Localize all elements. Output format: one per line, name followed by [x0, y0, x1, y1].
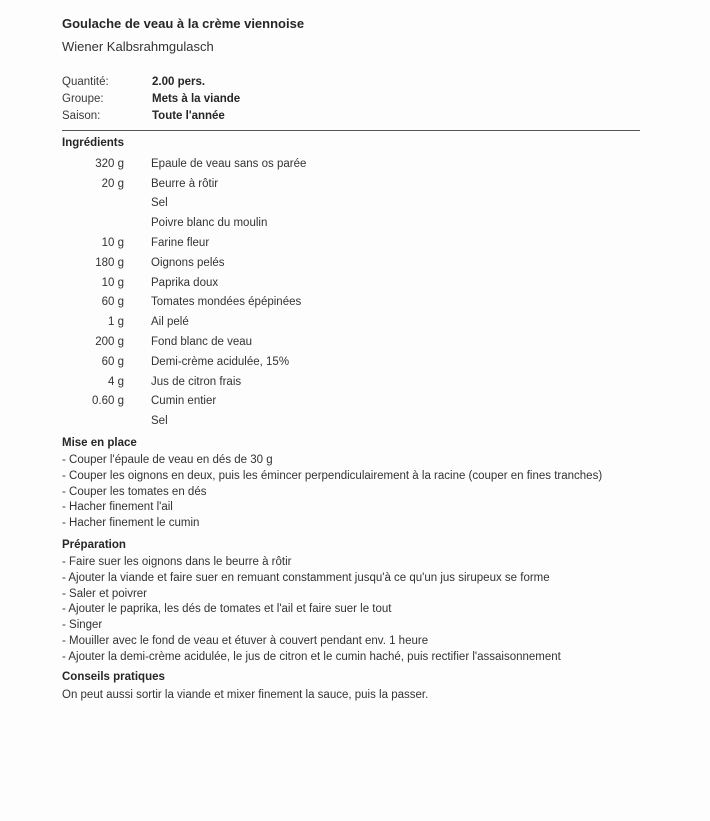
ingredient-row [62, 312, 562, 332]
ingredient-name: Epaule de veau sans os parée [151, 157, 307, 170]
ingredient-qty: 320 g [95, 157, 124, 170]
step-item: - Hacher finement l'ail [62, 501, 173, 514]
ingredient-row [62, 372, 562, 392]
ingredient-row [62, 233, 562, 253]
meta-label: Groupe: [62, 93, 104, 105]
meta-row-group [62, 93, 642, 110]
ingredient-row [62, 174, 562, 194]
ingredient-name: Cumin entier [151, 395, 217, 408]
ingredient-qty: 60 g [101, 355, 124, 368]
ingredient-row [62, 273, 562, 293]
recipe-meta [62, 76, 642, 127]
ingredient-qty: 200 g [95, 336, 124, 349]
ingredient-name: Poivre blanc du moulin [151, 217, 268, 230]
step-item: - Couper l'épaule de veau en dés de 30 g [62, 454, 273, 466]
recipe-subtitle: Wiener Kalbsrahmgulasch [62, 39, 214, 54]
ingredient-row [62, 213, 562, 233]
ingredient-name: Tomates mondées épépinées [151, 296, 302, 309]
ingredient-row [62, 332, 562, 352]
step-item: - Mouiller avec le fond de veau et étuver à couvert pendant env. 1 heure [62, 634, 429, 647]
ingredient-name: Sel [151, 197, 168, 210]
step-item: - Ajouter la viande et faire suer en remuant constamment jusqu'à ce qu'un jus sirupeux se forme [62, 571, 550, 584]
ingredient-qty: 10 g [101, 237, 124, 250]
step-item: - Couper les tomates en dés [62, 485, 207, 498]
step-item: - Hacher finement le cumin [62, 517, 200, 530]
step-item: - Ajouter le paprika, les dés de tomates et l'ail et faire suer le tout [62, 603, 392, 616]
conseils-text: On peut aussi sortir la viande et mixer finement la sauce, puis la passer. [62, 689, 429, 701]
meta-value: Mets à la viande [152, 93, 241, 105]
preparation-heading: Préparation [62, 539, 126, 551]
ingredient-name: Farine fleur [151, 237, 210, 250]
ingredients-list [62, 154, 562, 431]
mise-en-place-steps [62, 454, 662, 533]
step-item: - Couper les oignons en deux, puis les émincer perpendiculairement à la racine (couper en fines tranches) [62, 469, 603, 482]
mise-en-place-heading: Mise en place [62, 437, 137, 449]
meta-row-quantity [62, 76, 642, 93]
ingredient-qty: 4 g [108, 375, 124, 388]
meta-label: Quantité: [62, 76, 109, 88]
ingredient-row [62, 293, 562, 313]
ingredients-heading: Ingrédients [62, 137, 124, 149]
ingredient-qty: 1 g [108, 316, 124, 329]
ingredient-name: Paprika doux [151, 276, 219, 289]
ingredient-row [62, 411, 562, 431]
ingredient-row [62, 154, 562, 174]
ingredient-qty: 10 g [101, 276, 124, 289]
ingredient-qty: 180 g [95, 256, 124, 269]
conseils-heading: Conseils pratiques [62, 671, 165, 683]
recipe-title: Goulache de veau à la crème viennoise [62, 16, 305, 31]
meta-value: 2.00 pers. [152, 76, 206, 88]
meta-label: Saison: [62, 110, 101, 122]
divider [62, 130, 640, 131]
ingredient-qty: 0.60 g [92, 395, 124, 408]
ingredient-row [62, 194, 562, 214]
ingredient-name: Jus de citron frais [151, 375, 242, 388]
ingredient-name: Ail pelé [151, 316, 189, 329]
ingredient-row [62, 253, 562, 273]
ingredient-name: Sel [151, 415, 168, 428]
ingredient-name: Oignons pelés [151, 256, 225, 269]
meta-row-season [62, 110, 642, 127]
step-item: - Ajouter la demi-crème acidulée, le jus de citron et le cumin haché, puis rectifier l'assaisonnement [62, 650, 561, 663]
ingredient-row [62, 352, 562, 372]
ingredient-name: Fond blanc de veau [151, 336, 253, 349]
step-item: - Faire suer les oignons dans le beurre à rôtir [62, 556, 292, 568]
step-item: - Saler et poivrer [62, 587, 148, 600]
preparation-steps [62, 556, 662, 667]
ingredient-qty: 20 g [101, 177, 124, 190]
ingredient-row [62, 392, 562, 412]
ingredient-name: Beurre à rôtir [151, 177, 219, 190]
ingredient-name: Demi-crème acidulée, 15% [151, 355, 290, 368]
ingredient-qty: 60 g [101, 296, 124, 309]
step-item: - Singer [62, 619, 103, 632]
meta-value: Toute l'année [152, 110, 225, 122]
